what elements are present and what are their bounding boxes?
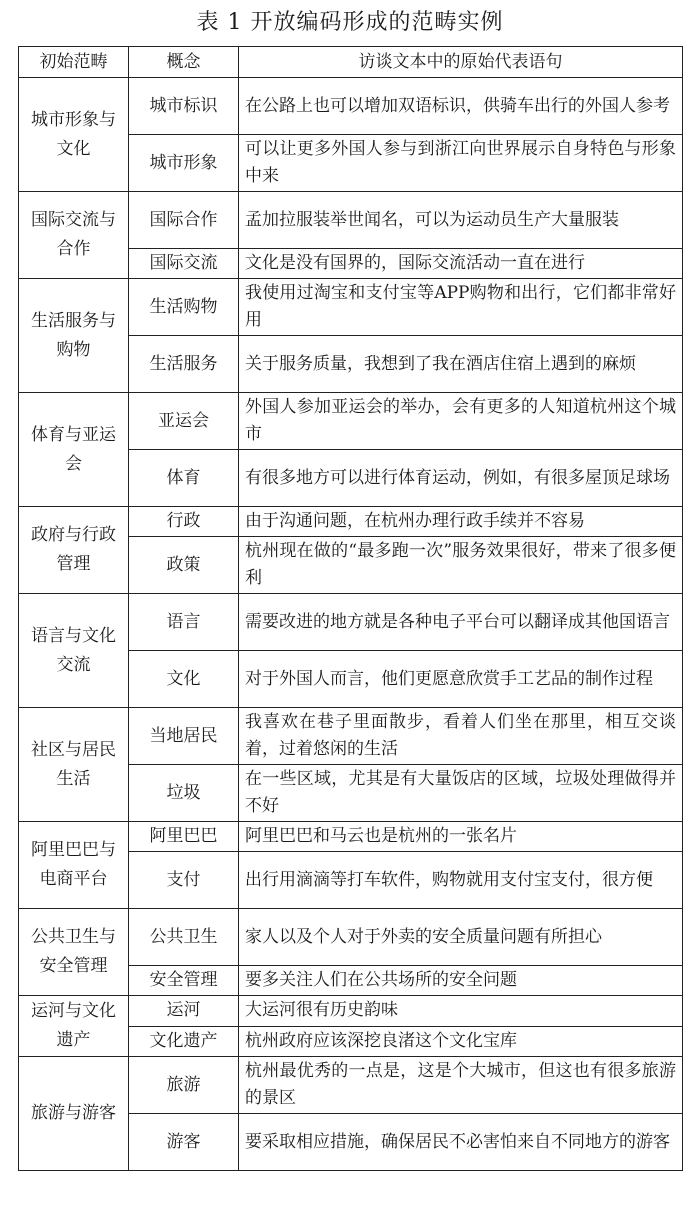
quote-cell: 可以让更多外国人参与到浙江向世界展示自身特色与形象中来 (239, 135, 683, 192)
concept-cell: 语言 (129, 594, 239, 651)
concept-cell: 垃圾 (129, 765, 239, 822)
concept-cell: 生活购物 (129, 279, 239, 336)
category-cell: 旅游与游客 (19, 1057, 129, 1171)
table-row (19, 594, 683, 651)
concept-cell: 体育 (129, 450, 239, 507)
table-row (19, 393, 683, 450)
quote-cell: 要多关注人们在公共场所的安全问题 (239, 966, 683, 996)
quote-cell: 家人以及个人对于外卖的安全质量问题有所担心 (239, 909, 683, 966)
table-row (19, 279, 683, 336)
quote-cell: 外国人参加亚运会的举办，会有更多的人知道杭州这个城市 (239, 393, 683, 450)
concept-cell: 游客 (129, 1114, 239, 1171)
quote-cell: 关于服务质量，我想到了我在酒店住宿上遇到的麻烦 (239, 336, 683, 393)
quote-cell: 文化是没有国界的，国际交流活动一直在进行 (239, 249, 683, 279)
table-row (19, 192, 683, 249)
category-cell: 阿里巴巴与电商平台 (19, 822, 129, 909)
table-row (19, 822, 683, 852)
category-cell: 运河与文化遗产 (19, 996, 129, 1057)
quote-cell: 在公路上也可以增加双语标识，供骑车出行的外国人参考 (239, 78, 683, 135)
concept-cell: 当地居民 (129, 708, 239, 765)
concept-cell: 支付 (129, 852, 239, 909)
category-cell: 城市形象与文化 (19, 78, 129, 192)
category-cell: 体育与亚运会 (19, 393, 129, 507)
header-concept: 概念 (129, 47, 239, 78)
table-row (19, 909, 683, 966)
header-quote: 访谈文本中的原始代表语句 (239, 47, 683, 78)
quote-cell: 孟加拉服装举世闻名，可以为运动员生产大量服装 (239, 192, 683, 249)
concept-cell: 公共卫生 (129, 909, 239, 966)
table-row (19, 1057, 683, 1114)
concept-cell: 文化遗产 (129, 1026, 239, 1057)
quote-cell: 杭州最优秀的一点是，这是个大城市，但这也有很多旅游的景区 (239, 1057, 683, 1114)
category-cell: 国际交流与合作 (19, 192, 129, 279)
category-cell: 政府与行政管理 (19, 507, 129, 594)
table-caption: 表 1 开放编码形成的范畴实例 (196, 10, 504, 35)
coding-table (18, 46, 683, 1171)
concept-cell: 生活服务 (129, 336, 239, 393)
quote-cell: 对于外国人而言，他们更愿意欣赏手工艺品的制作过程 (239, 651, 683, 708)
quote-cell: 我喜欢在巷子里面散步，看着人们坐在那里，相互交谈着，过着悠闲的生活 (239, 708, 683, 765)
concept-cell: 行政 (129, 507, 239, 537)
quote-cell: 需要改进的地方就是各种电子平台可以翻译成其他国语言 (239, 594, 683, 651)
concept-cell: 国际交流 (129, 249, 239, 279)
quote-cell: 在一些区域，尤其是有大量饭店的区域，垃圾处理做得并不好 (239, 765, 683, 822)
concept-cell: 文化 (129, 651, 239, 708)
quote-cell: 出行用滴滴等打车软件，购物就用支付宝支付，很方便 (239, 852, 683, 909)
table-row (19, 507, 683, 537)
quote-cell: 阿里巴巴和马云也是杭州的一张名片 (239, 822, 683, 852)
quote-cell: 杭州政府应该深挖良渚这个文化宝库 (239, 1026, 683, 1057)
category-cell: 生活服务与购物 (19, 279, 129, 393)
table-row (19, 708, 683, 765)
concept-cell: 亚运会 (129, 393, 239, 450)
table-row (19, 78, 683, 135)
concept-cell: 城市形象 (129, 135, 239, 192)
concept-cell: 国际合作 (129, 192, 239, 249)
quote-cell: 由于沟通问题，在杭州办理行政手续并不容易 (239, 507, 683, 537)
table-row (19, 996, 683, 1027)
header-category: 初始范畴 (19, 47, 129, 78)
concept-cell: 阿里巴巴 (129, 822, 239, 852)
category-cell: 公共卫生与安全管理 (19, 909, 129, 996)
concept-cell: 城市标识 (129, 78, 239, 135)
concept-cell: 运河 (129, 996, 239, 1027)
quote-cell: 有很多地方可以进行体育运动，例如，有很多屋顶足球场 (239, 450, 683, 507)
concept-cell: 政策 (129, 537, 239, 594)
quote-cell: 我使用过淘宝和支付宝等APP购物和出行，它们都非常好用 (239, 279, 683, 336)
concept-cell: 旅游 (129, 1057, 239, 1114)
table-header-row (19, 47, 683, 78)
quote-cell: 要采取相应措施，确保居民不必害怕来自不同地方的游客 (239, 1114, 683, 1171)
quote-cell: 杭州现在做的“最多跑一次”服务效果很好，带来了很多便利 (239, 537, 683, 594)
category-cell: 社区与居民生活 (19, 708, 129, 822)
category-cell: 语言与文化交流 (19, 594, 129, 708)
quote-cell: 大运河很有历史韵味 (239, 996, 683, 1027)
concept-cell: 安全管理 (129, 966, 239, 996)
